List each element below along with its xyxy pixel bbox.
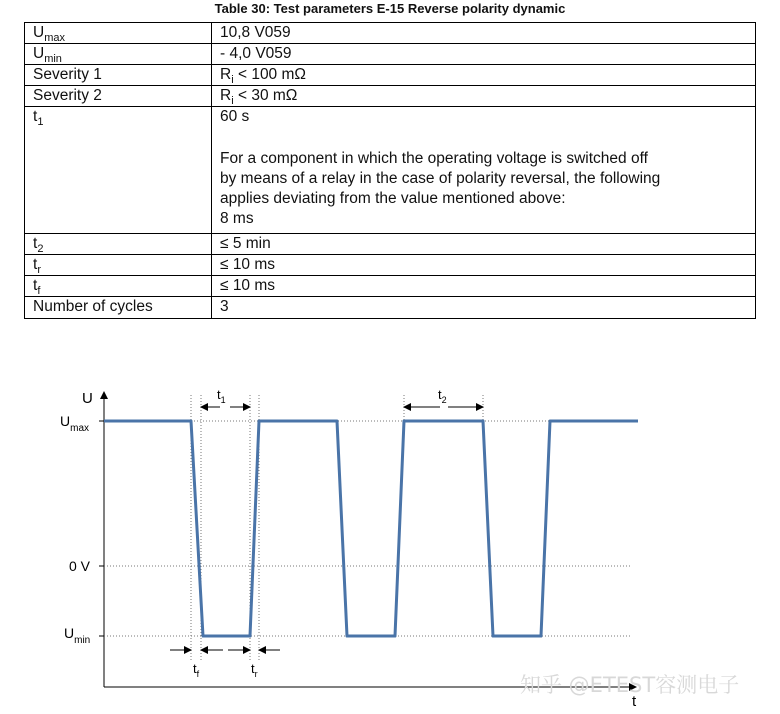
param-value: 3	[212, 297, 756, 319]
param-name: $t_2$	[25, 234, 212, 255]
t1-label: $t_1$	[217, 387, 226, 405]
voltage-waveform	[104, 421, 638, 636]
param-name: $U_{min}$	[25, 44, 212, 65]
tr-label: $t_r$	[251, 661, 258, 679]
param-name: Severity 2	[25, 86, 212, 107]
param-value: $R_i < 100$ mΩ	[212, 65, 756, 86]
param-value: ≤ 10 ms	[212, 276, 756, 297]
zero-label: 0 V	[69, 558, 91, 574]
x-axis-label: t	[632, 693, 637, 710]
param-value: 10,8 V059	[212, 23, 756, 44]
param-value: ≤ 10 ms	[212, 255, 756, 276]
umax-label: $U_{max}$	[60, 413, 90, 434]
param-value: ≤ 5 min	[212, 234, 756, 255]
t2-label: $t_2$	[438, 387, 447, 405]
watermark: 知乎 @ETEST容测电子	[520, 673, 740, 697]
param-name: $t_f$	[25, 276, 212, 297]
table-caption: Table 30: Test parameters E-15 Reverse polarity dynamic	[214, 1, 566, 16]
param-name: $t_1$	[25, 107, 212, 234]
y-axis-label: U	[82, 390, 93, 407]
tf-label: $t_f$	[193, 661, 200, 679]
param-name: Severity 1	[25, 65, 212, 86]
param-name: $t_r$	[25, 255, 212, 276]
umin-label: $U_{min}$	[64, 625, 91, 646]
param-value: - 4,0 V059	[212, 44, 756, 65]
param-name: $U_{max}$	[25, 23, 212, 44]
param-value: $R_i < 30$ mΩ	[212, 86, 756, 107]
param-name: Number of cycles	[25, 297, 212, 319]
param-value: 60 s For a component in which the operating voltage is switched off by means of a relay in the case of polarity reversal, the following applies deviating from the value mentioned above: 8 ms	[212, 107, 756, 234]
